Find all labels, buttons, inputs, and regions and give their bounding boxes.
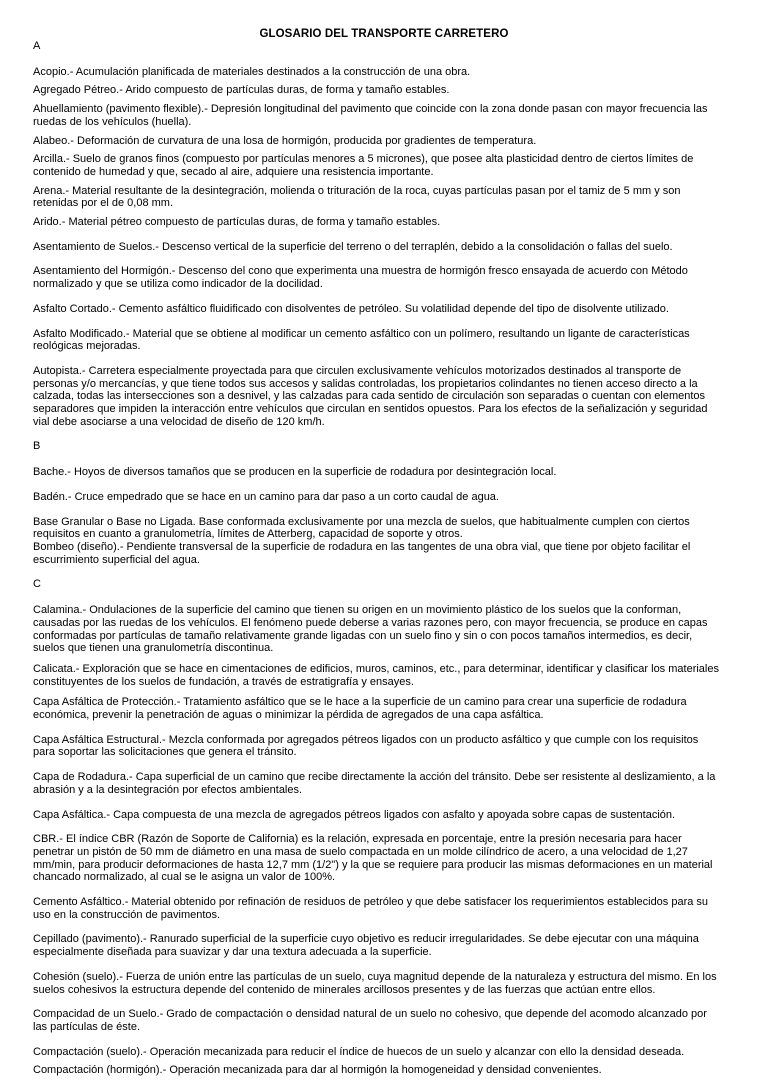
glossary-entry-arcilla: Arcilla.- Suelo de granos finos (compuesto por partículas menores a 5 micrones), que posee alta plasticidad dentro de ciertos límites de contenido de humedad y que, secado al aire, adquiere una resistencia importante. (33, 153, 694, 178)
glossary-entry-ahuellamiento: Ahuellamiento (pavimento flexible).- Depresión longitudinal del pavimento que coincide con la zona donde pasan con mayor frecuencia las ruedas de los vehículos (huella). (33, 103, 708, 128)
glossary-entry-asfalto-cortado: Asfalto Cortado.- Cemento asfáltico fluidificado con disolventes de petróleo. Su volatilidad depende del tipo de disolvente utilizado. (33, 302, 669, 315)
glossary-entry-agregado-petreo: Agregado Pétreo.- Arido compuesto de partículas duras, de forma y tamaño estables. (33, 84, 450, 97)
glossary-entry-autopista: Autopista.- Carretera especialmente proyectada para que circulen exclusivamente vehículos motorizados destinados al transporte de personas y/o mercancías, y que tiene todos sus accesos y salidas controladas, los propietarios colindantes no tienen acceso directo a la calzada, todas las intersecciones son a desnivel, y las calzadas para cada sentido de circulación son separadas o cuentan con elementos separadores que impiden la interacción entre vehículos que circulan en sentidos opuestos. Para los efectos de la señalización y seguridad vial debe asociarse a una velocidad de diseño de 120 km/h. (33, 364, 708, 428)
glossary-entry-arido: Arido.- Material pétreo compuesto de partículas duras, de forma y tamaño estables. (33, 216, 441, 229)
document-title: GLOSARIO DEL TRANSPORTE CARRETERO (259, 28, 509, 40)
glossary-entry-calamina: Calamina.- Ondulaciones de la superficie del camino que tienen su origen en un movimiento plástico de los suelos que la conforman, causadas por las ruedas de los vehículos. El fenómeno puede deberse a varias razones pero, con mayor frecuencia, se produce en capas conformadas por partículas de tamaño relativamente grande ligadas con un suelo fino y sin o con pocos tamaños intermedios, es decir, suelos que tienen una granulometría discontinua. (33, 604, 708, 655)
glossary-entry-base-granular: Base Granular o Base no Ligada. Base conformada exclusivamente por una mezcla de suelos, que habitualmente cumplen con ciertos requisitos en cuanto a granulometría, límites de Atterberg, capacidad de soporte y otros. (33, 515, 690, 541)
glossary-entry-calicata: Calicata.- Exploración que se hace en cimentaciones de edificios, muros, caminos, etc., para determinar, identificar y clasificar los materiales constituyentes de los suelos de fundación, a través de estratigrafía y ensayes. (33, 662, 719, 688)
section-letter-a: A (33, 40, 41, 52)
glossary-body (33, 40, 723, 1083)
glossary-entry-capa-rodadura: Capa de Rodadura.- Capa superficial de un camino que recibe directamente la acción del tránsito. Debe ser resistente al deslizamiento, a la abrasión y a la desintegración por efectos ambientales. (33, 771, 716, 796)
glossary-entry-compactacion-suelo: Compactación (suelo).- Operación mecanizada para reducir el índice de huecos de un suelo y alcanzar con ello la densidad deseada. (33, 1045, 685, 1058)
glossary-entry-alabeo: Alabeo.- Deformación de curvatura de una losa de hormigón, producida por gradientes de temperatura. (33, 134, 537, 147)
section-letter-c: C (33, 578, 41, 591)
glossary-entry-bombeo: Bombeo (diseño).- Pendiente transversal de la superficie de rodadura en las tangentes de una obra vial, que tiene por objeto facilitar el escurrimiento superficial del agua. (33, 540, 691, 566)
glossary-entry-asentamiento-hormigon: Asentamiento del Hormigón.- Descenso del cono que experimenta una muestra de hormigón fresco ensayada de acuerdo con Método normalizado y que se utiliza como indicador de la docilidad. (33, 265, 688, 291)
glossary-entry-acopio: Acopio.- Acumulación planificada de materiales destinados a la construcción de una obra. (33, 65, 471, 78)
glossary-entry-compacidad: Compacidad de un Suelo.- Grado de compactación o densidad natural de un suelo no cohesivo, que depende del acomodo alcanzado por las partículas de éste. (33, 1008, 707, 1033)
glossary-entry-cemento-asfaltico: Cemento Asfáltico.- Material obtenido por refinación de residuos de petróleo y que debe satisfacer los requerimientos establecidos para su uso en la construcción de pavimentos. (33, 896, 709, 921)
glossary-entry-bache: Bache.- Hoyos de diversos tamaños que se producen en la superficie de rodadura por desintegración local. (33, 466, 557, 479)
glossary-entry-compactacion-hormigon: Compactación (hormigón).- Operación mecanizada para dar al hormigón la homogeneidad y densidad convenientes. (33, 1064, 602, 1077)
glossary-entry-arena: Arena.- Material resultante de la desintegración, molienda o trituración de la roca, cuyas partículas pasan por el tamiz de 5 mm y son retenidas por el de 0,08 mm. (33, 184, 681, 210)
glossary-entry-cbr: CBR.- El índice CBR (Razón de Soporte de California) es la relación, expresada en porcentaje, entre la presión necesaria para hacer penetrar un pistón de 50 mm de diámetro en una masa de suelo compactada en un molde cilíndrico de acero, a una velocidad de 1,27 mm/min, para producir deformaciones de hasta 12,7 mm (1/2") y la que se requiere para producir las mismas deformaciones en un material chancado normalizado, al cual se le asigna un valor de 100%. (33, 833, 713, 884)
glossary-entry-asfalto-modificado: Asfalto Modificado.- Material que se obtiene al modificar un cemento asfáltico con un polímero, resultando un ligante de características reológicas mejoradas. (33, 327, 690, 353)
glossary-entry-capa-asfaltica-estructural: Capa Asfáltica Estructural.- Mezcla conformada por agregados pétreos ligados con un producto asfáltico y que cumple con los requisitos para soportar las solicitaciones que genera el tránsito. (33, 733, 699, 759)
glossary-entry-capa-asfaltica-proteccion: Capa Asfáltica de Protección.- Tratamiento asfáltico que se le hace a la superficie de un camino para crear una superficie de rodadura económica, prevenir la penetración de aguas o minimizar la pérdida de agregados de una capa asfáltica. (33, 696, 687, 722)
glossary-entry-asentamiento-suelos: Asentamiento de Suelos.- Descenso vertical de la superficie del terreno o del terraplén, debido a la consolidación o fallas del suelo. (33, 240, 673, 253)
glossary-entry-baden: Badén.- Cruce empedrado que se hace en un camino para dar paso a un corto caudal de agua. (33, 490, 499, 503)
glossary-entry-cepillado: Cepillado (pavimento).- Ranurado superficial de la superficie cuyo objetivo es reducir irregularidades. Se debe ejecutar con una máquina especialmente diseñada para suavizar y dar una textura adecuada a la superficie. (33, 933, 699, 959)
glossary-entry-capa-asfaltica: Capa Asfáltica.- Capa compuesta de una mezcla de agregados pétreos ligados con asfalto y apoyada sobre capas de sustentación. (33, 808, 676, 821)
glossary-entry-cohesion: Cohesión (suelo).- Fuerza de unión entre las partículas de un suelo, cuya magnitud depende de la naturaleza y estructura del mismo. En los suelos cohesivos la estructura depende del contenido de minerales arcillosos presentes y de las fuerzas que actúan entre ellos. (33, 970, 717, 996)
section-letter-b: B (33, 440, 41, 453)
